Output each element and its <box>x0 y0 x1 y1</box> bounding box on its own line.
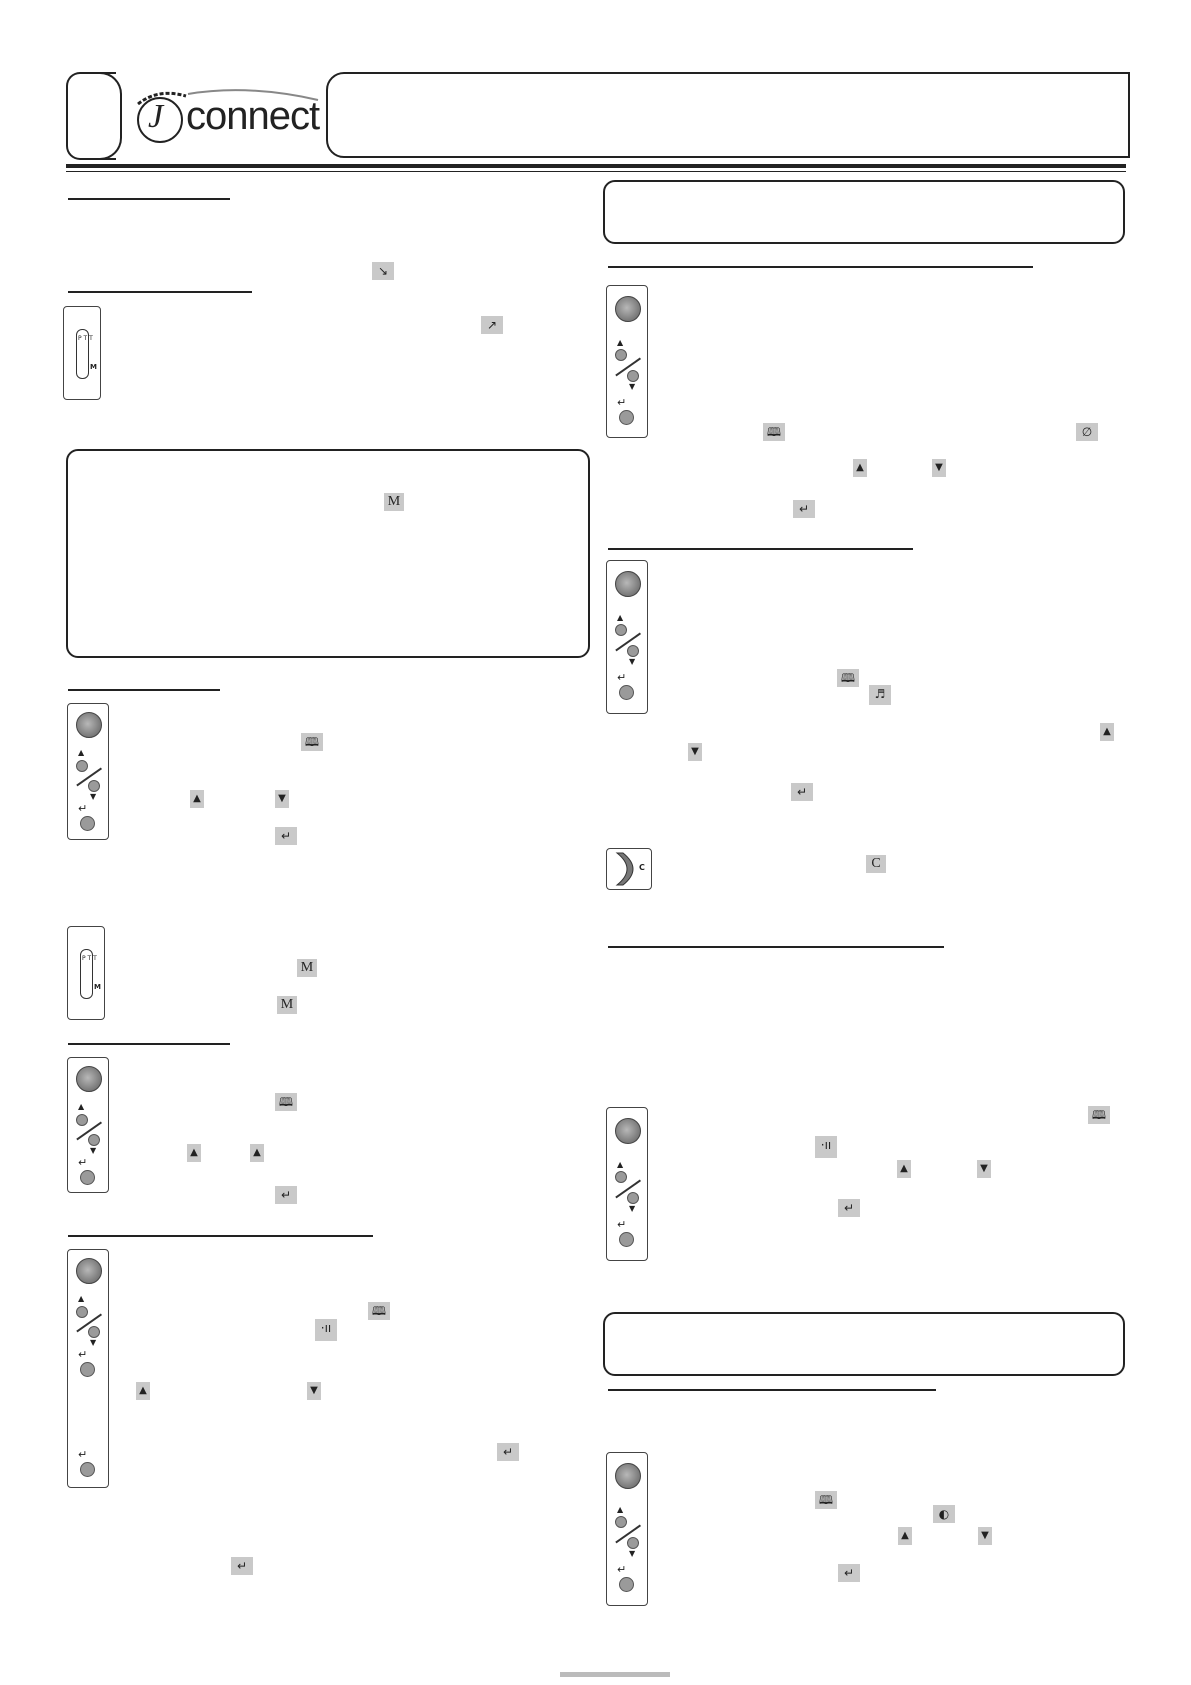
down-arrow-icon: ▼ <box>629 1549 636 1558</box>
down-button[interactable] <box>88 1326 100 1338</box>
up-button[interactable] <box>615 1171 627 1183</box>
enter-button[interactable] <box>80 1170 95 1185</box>
up-arrow-icon: ▲ <box>1100 723 1114 741</box>
call-icon: ↗ <box>481 316 503 334</box>
up-arrow-icon: ▲ <box>78 1102 85 1111</box>
keypad-panel <box>67 1057 109 1193</box>
menu-button[interactable] <box>76 1258 102 1284</box>
enter-arrow-icon: ↵ <box>617 671 627 684</box>
enter-arrow-icon: ↵ <box>78 1448 88 1461</box>
menu-button[interactable] <box>76 712 102 738</box>
notice-box <box>66 449 590 658</box>
keypad-panel <box>606 1107 648 1261</box>
up-arrow-icon: ▲ <box>617 338 624 347</box>
up-arrow-icon: ▲ <box>187 1144 201 1162</box>
phonebook-icon: 🕮 <box>763 423 785 441</box>
enter-icon: ↵ <box>275 827 297 845</box>
menu-button[interactable] <box>615 1118 641 1144</box>
header-title-box <box>326 72 1130 158</box>
enter-icon: ↵ <box>275 1186 297 1204</box>
enter-icon: ↵ <box>791 783 813 801</box>
section-underline <box>608 1389 936 1391</box>
jconnect-logo <box>128 80 324 152</box>
down-arrow-icon: ▼ <box>629 1204 636 1213</box>
memory-icon: M <box>297 959 317 977</box>
no-symbol-icon: ∅ <box>1076 423 1098 441</box>
down-arrow-icon: ▼ <box>90 1338 97 1347</box>
enter-arrow-icon: ↵ <box>78 1156 88 1169</box>
radio-icon: ·ıı <box>815 1136 837 1158</box>
section-underline <box>68 1043 230 1045</box>
section-underline <box>68 1235 373 1237</box>
down-button[interactable] <box>88 780 100 792</box>
enter-button[interactable] <box>80 1462 95 1477</box>
radio-icon: ·ıı <box>315 1319 337 1341</box>
section-underline <box>608 548 913 550</box>
hangup-icon: ↘ <box>372 262 394 280</box>
down-button[interactable] <box>627 645 639 657</box>
enter-button[interactable] <box>619 1577 634 1592</box>
enter-button[interactable] <box>619 410 634 425</box>
down-arrow-icon: ▼ <box>629 657 636 666</box>
ptt-letters: P T T <box>78 335 93 342</box>
up-arrow-icon: ▲ <box>853 459 867 477</box>
clear-icon: C <box>866 855 886 873</box>
ptt-mode-label: M <box>94 983 101 991</box>
ptt-side-panel <box>67 926 105 1020</box>
down-button[interactable] <box>627 370 639 382</box>
speaker-icon: ◐ <box>933 1505 955 1523</box>
up-arrow-icon: ▲ <box>617 1160 624 1169</box>
enter-icon: ↵ <box>793 500 815 518</box>
section-underline <box>608 266 1033 268</box>
enter-arrow-icon: ↵ <box>617 396 627 409</box>
down-arrow-icon: ▼ <box>688 743 702 761</box>
up-arrow-icon: ▲ <box>136 1382 150 1400</box>
header-rule-thin <box>66 171 1126 172</box>
up-arrow-icon: ▲ <box>78 1294 85 1303</box>
logo-mark: J <box>148 98 164 135</box>
phonebook-icon: 🕮 <box>368 1302 390 1320</box>
down-arrow-icon: ▼ <box>977 1160 991 1178</box>
down-button[interactable] <box>627 1192 639 1204</box>
enter-arrow-icon: ↵ <box>78 802 88 815</box>
header-left-tab-cap <box>100 72 122 160</box>
up-button[interactable] <box>615 1516 627 1528</box>
section-underline <box>68 198 230 200</box>
header-rule <box>66 164 1126 168</box>
phonebook-icon: 🕮 <box>815 1491 837 1509</box>
memory-icon: M <box>277 996 297 1014</box>
enter-arrow-icon: ↵ <box>617 1218 627 1231</box>
enter-icon: ↵ <box>838 1564 860 1582</box>
enter-button[interactable] <box>619 685 634 700</box>
phonebook-icon: 🕮 <box>301 733 323 751</box>
enter-button[interactable] <box>80 816 95 831</box>
enter-arrow-icon: ↵ <box>617 1563 627 1576</box>
down-arrow-icon: ▼ <box>275 790 289 808</box>
up-arrow-icon: ▲ <box>250 1144 264 1162</box>
down-button[interactable] <box>627 1537 639 1549</box>
down-arrow-icon: ▼ <box>629 382 636 391</box>
down-arrow-icon: ▼ <box>978 1527 992 1545</box>
up-arrow-icon: ▲ <box>898 1527 912 1545</box>
down-arrow-icon: ▼ <box>90 1146 97 1155</box>
keypad-panel <box>606 1452 648 1606</box>
up-arrow-icon: ▲ <box>617 1505 624 1514</box>
down-button[interactable] <box>88 1134 100 1146</box>
footer-mark <box>560 1672 670 1677</box>
memory-icon: M <box>384 493 404 511</box>
keypad-panel <box>606 560 648 714</box>
up-arrow-icon: ▲ <box>78 748 85 757</box>
enter-button[interactable] <box>80 1362 95 1377</box>
notice-box <box>603 1312 1125 1376</box>
phonebook-icon: 🕮 <box>837 669 859 687</box>
down-arrow-icon: ▼ <box>307 1382 321 1400</box>
up-arrow-icon: ▲ <box>190 790 204 808</box>
clear-key-label: C <box>639 863 645 872</box>
enter-arrow-icon: ↵ <box>78 1348 88 1361</box>
keypad-panel <box>67 703 109 840</box>
notice-box <box>603 180 1125 244</box>
enter-icon: ↵ <box>231 1557 253 1575</box>
phonebook-icon: 🕮 <box>1088 1106 1110 1124</box>
section-underline <box>608 946 944 948</box>
ptt-letters: P T T <box>82 955 97 962</box>
up-button[interactable] <box>76 1114 88 1126</box>
up-button[interactable] <box>615 624 627 636</box>
menu-button[interactable] <box>615 296 641 322</box>
keypad-panel <box>67 1249 109 1488</box>
phonebook-icon: 🕮 <box>275 1093 297 1111</box>
up-button[interactable] <box>615 349 627 361</box>
ptt-side-panel <box>63 306 101 400</box>
down-arrow-icon: ▼ <box>90 792 97 801</box>
up-arrow-icon: ▲ <box>617 613 624 622</box>
section-underline <box>68 291 252 293</box>
logo-text: connect <box>186 94 320 138</box>
up-arrow-icon: ▲ <box>897 1160 911 1178</box>
enter-button[interactable] <box>619 1232 634 1247</box>
clear-key-panel <box>606 848 652 890</box>
ptt-mode-label: M <box>90 363 97 371</box>
menu-button[interactable] <box>76 1066 102 1092</box>
up-button[interactable] <box>76 760 88 772</box>
down-arrow-icon: ▼ <box>932 459 946 477</box>
music-icon: ♬ <box>869 685 891 705</box>
keypad-panel <box>606 285 648 438</box>
menu-button[interactable] <box>615 1463 641 1489</box>
enter-icon: ↵ <box>838 1199 860 1217</box>
enter-icon: ↵ <box>497 1443 519 1461</box>
menu-button[interactable] <box>615 571 641 597</box>
up-button[interactable] <box>76 1306 88 1318</box>
section-underline <box>68 689 220 691</box>
